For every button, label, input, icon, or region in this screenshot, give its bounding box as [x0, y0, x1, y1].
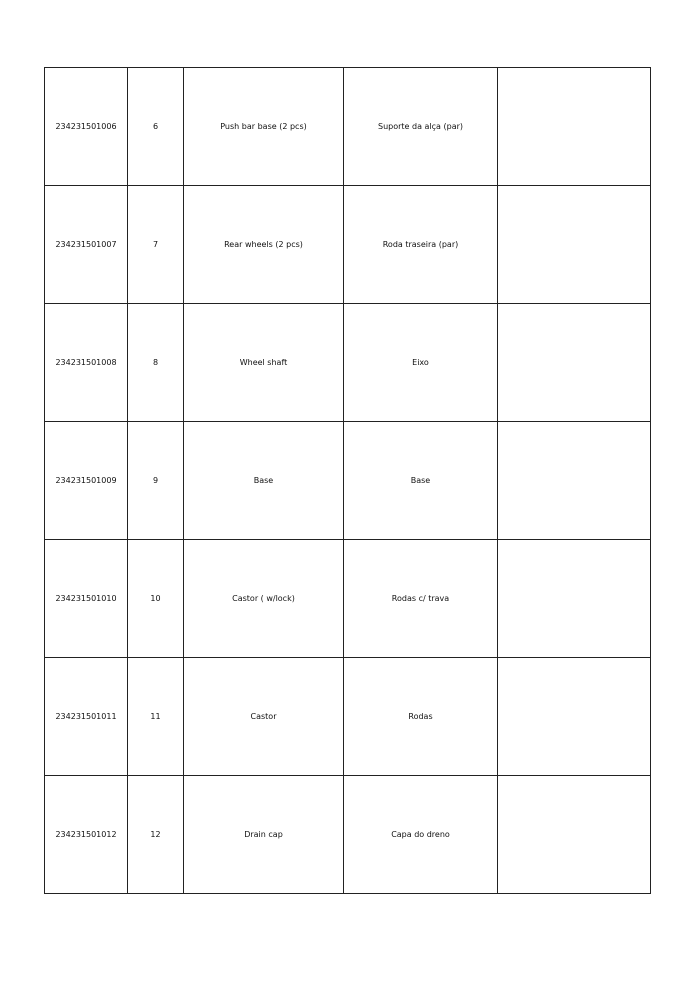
part-name-portuguese-cell: Roda traseira (par)	[344, 186, 498, 304]
part-code-cell: 234231501010	[45, 540, 128, 658]
part-name-portuguese-cell: Capa do dreno	[344, 776, 498, 894]
part-name-english-cell: Castor	[184, 658, 344, 776]
table-row	[45, 540, 651, 658]
part-name-english-cell: Rear wheels (2 pcs)	[184, 186, 344, 304]
table-row	[45, 186, 651, 304]
part-code-cell: 234231501007	[45, 186, 128, 304]
part-code-cell: 234231501009	[45, 422, 128, 540]
part-name-english-cell: Push bar base (2 pcs)	[184, 68, 344, 186]
part-number-cell: 10	[128, 540, 184, 658]
part-code-cell: 234231501006	[45, 68, 128, 186]
part-name-english-cell: Castor ( w/lock)	[184, 540, 344, 658]
empty-note-cell	[498, 540, 651, 658]
table-row	[45, 304, 651, 422]
part-number-cell: 9	[128, 422, 184, 540]
part-number-cell: 12	[128, 776, 184, 894]
table-row	[45, 776, 651, 894]
table-row	[45, 658, 651, 776]
part-name-english-cell: Drain cap	[184, 776, 344, 894]
part-name-portuguese-cell: Suporte da alça (par)	[344, 68, 498, 186]
part-number-cell: 8	[128, 304, 184, 422]
table-row	[45, 68, 651, 186]
part-code-cell: 234231501012	[45, 776, 128, 894]
empty-note-cell	[498, 776, 651, 894]
empty-note-cell	[498, 68, 651, 186]
parts-table	[44, 67, 651, 894]
empty-note-cell	[498, 186, 651, 304]
part-number-cell: 11	[128, 658, 184, 776]
empty-note-cell	[498, 304, 651, 422]
part-code-cell: 234231501011	[45, 658, 128, 776]
part-number-cell: 6	[128, 68, 184, 186]
table-row	[45, 422, 651, 540]
part-name-portuguese-cell: Base	[344, 422, 498, 540]
part-name-english-cell: Base	[184, 422, 344, 540]
part-number-cell: 7	[128, 186, 184, 304]
empty-note-cell	[498, 422, 651, 540]
part-name-portuguese-cell: Rodas c/ trava	[344, 540, 498, 658]
part-code-cell: 234231501008	[45, 304, 128, 422]
part-name-portuguese-cell: Eixo	[344, 304, 498, 422]
part-name-portuguese-cell: Rodas	[344, 658, 498, 776]
empty-note-cell	[498, 658, 651, 776]
part-name-english-cell: Wheel shaft	[184, 304, 344, 422]
